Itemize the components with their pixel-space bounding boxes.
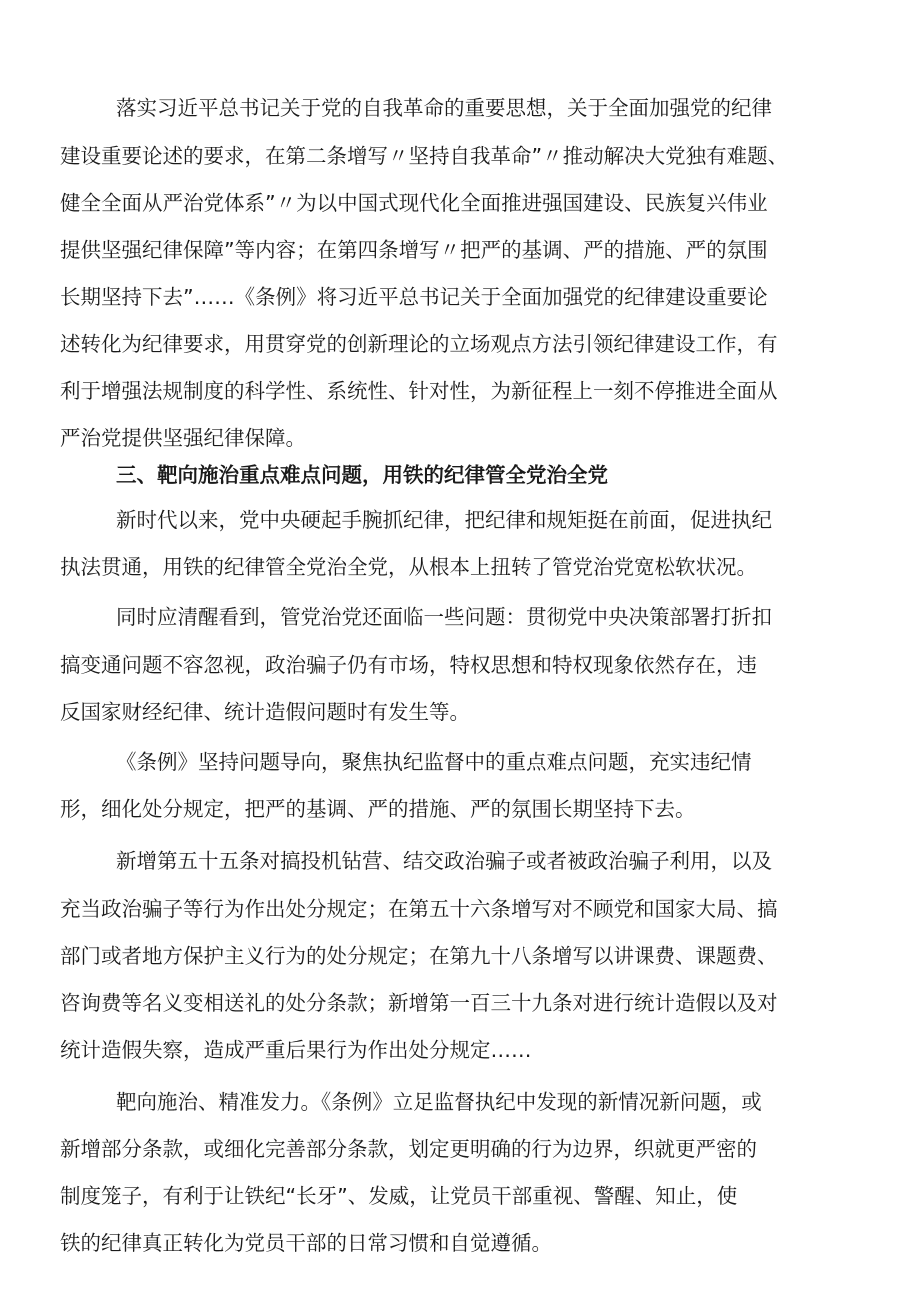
paragraph-3-line-2: 搞变通问题不容忽视，政治骗子仍有市场，特权思想和特权现象依然存在，违 — [60, 653, 757, 677]
paragraph-1-line-6: 述转化为纪律要求，用贯穿党的创新理论的立场观点方法引领纪律建设工作，有 — [60, 332, 778, 356]
paragraph-6-line-3: 制度笼子，有利于让铁纪“长牙”、发威，让党员干部重视、警醒、知止，使 — [60, 1184, 738, 1208]
paragraph-3-line-3: 反国家财经纪律、统计造假问题时有发生等。 — [60, 700, 470, 724]
section-heading-3: 三、靶向施治重点难点问题，用铁的纪律管全党治全党 — [116, 463, 608, 487]
paragraph-1-line-3: 健全全面从严治党体系”〃为以中国式现代化全面推进强国建设、民族复兴伟业 — [60, 191, 768, 215]
paragraph-1-line-4: 提供坚强纪律保障”等内容；在第四条增写〃把严的基调、严的措施、严的氛围 — [60, 238, 768, 262]
paragraph-4-line-1: 《条例》坚持问题导向，聚焦执纪监督中的重点难点问题，充实违纪情 — [116, 750, 752, 774]
paragraph-6-line-1: 靶向施治、精准发力。《条例》立足监督执纪中发现的新情况新问题，或 — [116, 1090, 762, 1114]
paragraph-5-line-1: 新增第五十五条对搞投机钻营、结交政治骗子或者被政治骗子利用，以及 — [116, 849, 772, 873]
paragraph-5-line-4: 咨询费等名义变相送礼的处分条款；新增第一百三十九条对进行统计造假以及对 — [60, 991, 778, 1015]
paragraph-6-line-2: 新增部分条款，或细化完善部分条款，划定更明确的行为边界，织就更严密的 — [60, 1137, 757, 1161]
paragraph-3-line-1: 同时应清醒看到，管党治党还面临一些问题：贯彻党中央决策部署打折扣 — [116, 605, 772, 629]
paragraph-6-line-4: 铁的纪律真正转化为党员干部的日常习惯和自觉遵循。 — [60, 1231, 552, 1255]
paragraph-5-line-3: 部门或者地方保护主义行为的处分规定；在第九十八条增写以讲课费、课题费、 — [60, 944, 778, 968]
paragraph-1-line-5: 长期坚持下去”……《条例》将习近平总书记关于全面加强党的纪律建设重要论 — [60, 285, 768, 309]
paragraph-5-line-2: 充当政治骗子等行为作出处分规定；在第五十六条增写对不顾党和国家大局、搞 — [60, 897, 778, 921]
paragraph-1-line-7: 利于增强法规制度的科学性、系统性、针对性，为新征程上一刻不停推进全面从 — [60, 379, 778, 403]
paragraph-1-line-8: 严治党提供坚强纪律保障。 — [60, 426, 306, 450]
paragraph-5-line-5: 统计造假失察，造成严重后果行为作出处分规定…… — [60, 1038, 532, 1062]
paragraph-2-line-1: 新时代以来，党中央硬起手腕抓纪律，把纪律和规矩挺在前面，促进执纪 — [116, 508, 772, 532]
paragraph-1-line-1: 落实习近平总书记关于党的自我革命的重要思想，关于全面加强党的纪律 — [116, 96, 772, 120]
paragraph-4-line-2: 形，细化处分规定，把严的基调、严的措施、严的氛围长期坚持下去。 — [60, 797, 696, 821]
paragraph-2-line-2: 执法贯通，用铁的纪律管全党治全党，从根本上扭转了管党治党宽松软状况。 — [60, 555, 757, 579]
paragraph-1-line-2: 建设重要论述的要求，在第二条增写〃坚持自我革命”〃推动解决大党独有难题、 — [60, 144, 789, 168]
